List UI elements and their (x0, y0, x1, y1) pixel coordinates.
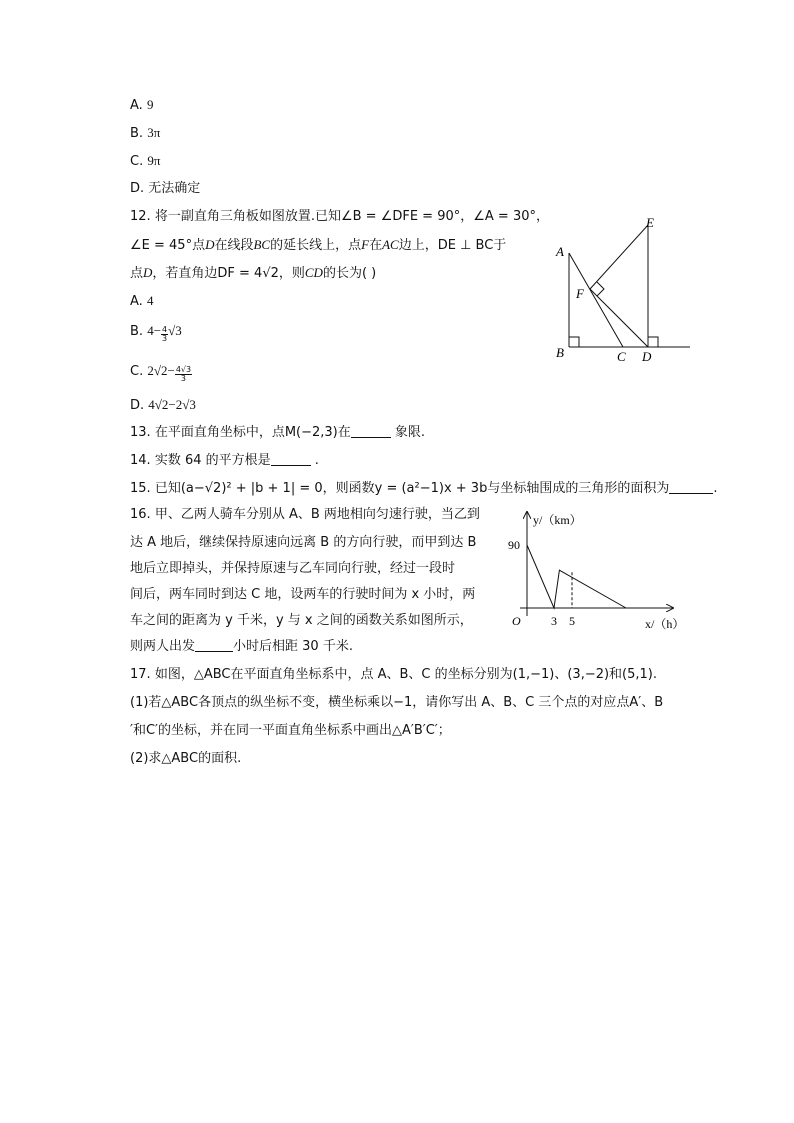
answer-blank[interactable] (351, 437, 391, 438)
label-d: D (642, 349, 652, 364)
x-tick-label: 5 (569, 614, 575, 628)
answer-blank[interactable] (195, 651, 233, 652)
y-tick-label: 90 (508, 538, 520, 552)
fraction: $\frac{4}{3}$ (162, 325, 168, 343)
fraction: $\frac{4√3}{3}$ (175, 365, 192, 383)
q14: 14. 实数 64 的平方根是 . (130, 453, 319, 468)
label-b: B (556, 345, 564, 360)
x-axis-label: x/（h） (645, 617, 685, 631)
series-line (527, 545, 626, 608)
label-c: C (617, 349, 626, 364)
q11-option-b: B. 3π (130, 125, 161, 141)
label-e: E (646, 215, 654, 230)
q17-line2: (1)若△ABC各顶点的纵坐标不变，横坐标乘以−1，请你写出 A、B、C 三个点的对应点A′、B (130, 695, 664, 710)
q12-line1: 12. 将一副直角三角板如图放置.已知∠B = ∠DFE = 90°，∠A = 30°， (130, 209, 549, 224)
q16-line5: 车之间的距离为 y 千米，y 与 x 之间的函数关系如图所示， (130, 613, 473, 628)
q16-line3: 地后立即掉头，并保持原速与乙车同向行驶，经过一段时 (130, 561, 456, 576)
label-a: A (556, 244, 564, 259)
q11-option-d: D. 无法确定 (130, 181, 201, 196)
q16-line2: 达 A 地后，继续保持原速向远离 B 的方向行驶，而甲到达 B (130, 535, 477, 550)
right-angle-f (597, 282, 604, 296)
y-axis-label: y/（km） (533, 513, 582, 527)
q12-triangle-figure (550, 210, 695, 370)
q13: 13. 在平面直角坐标中，点M(−2,3)在 象限. (130, 425, 426, 440)
segment-ef (590, 225, 648, 289)
q16-distance-chart (505, 508, 695, 636)
q12-option-b: B. 4− $\frac{4}{3}$ √3 (130, 323, 182, 343)
q16-line1: 16. 甲、乙两人骑车分别从 A、B 两地相向匀速行驶，当乙到 (130, 507, 480, 522)
q12-line2: ∠E = 45°点D在线段BC的延长线上，点F在AC边上，DE ⊥ BC于 (130, 237, 507, 253)
label-f: F (576, 286, 584, 301)
q12-line3: 点D，若直角边DF = 4√2，则CD的长为( ) (130, 265, 377, 281)
q16-line6: 则两人出发 小时后相距 30 千米. (130, 639, 353, 654)
right-angle-b (569, 337, 579, 347)
q16-line4: 间后，两车同时到达 C 地，设两车的行驶时间为 x 小时，两 (130, 587, 476, 602)
right-angle-d (648, 337, 658, 347)
q17-line1: 17. 如图，△ABC在平面直角坐标系中，点 A、B、C 的坐标分别为(1,−1)、(3,−2)和(5,1). (130, 667, 658, 682)
segment-fd (590, 289, 648, 347)
q12-option-d: D. 4√2−2√3 (130, 397, 196, 413)
answer-blank[interactable] (271, 465, 311, 466)
q15: 15. 已知(a−√2)² + |b + 1| = 0，则函数y = (a²−1)x + 3b与坐标轴围成的三角形的面积为 . (130, 481, 718, 496)
q17-line3: ′和C′的坐标，并在同一平面直角坐标系中画出△A′B′C′； (130, 723, 451, 738)
q11-option-c: C. 9π (130, 153, 161, 169)
q12-option-a: A. 4 (130, 293, 154, 309)
q11-option-a: A. 9 (130, 97, 154, 113)
x-tick-label: 3 (551, 614, 557, 628)
answer-blank[interactable] (669, 493, 713, 494)
origin-label: O (512, 614, 521, 628)
q12-option-c: C. 2√2− $\frac{4√3}{3}$ (130, 363, 192, 383)
q17-line4: (2)求△ABC的面积. (130, 751, 242, 766)
